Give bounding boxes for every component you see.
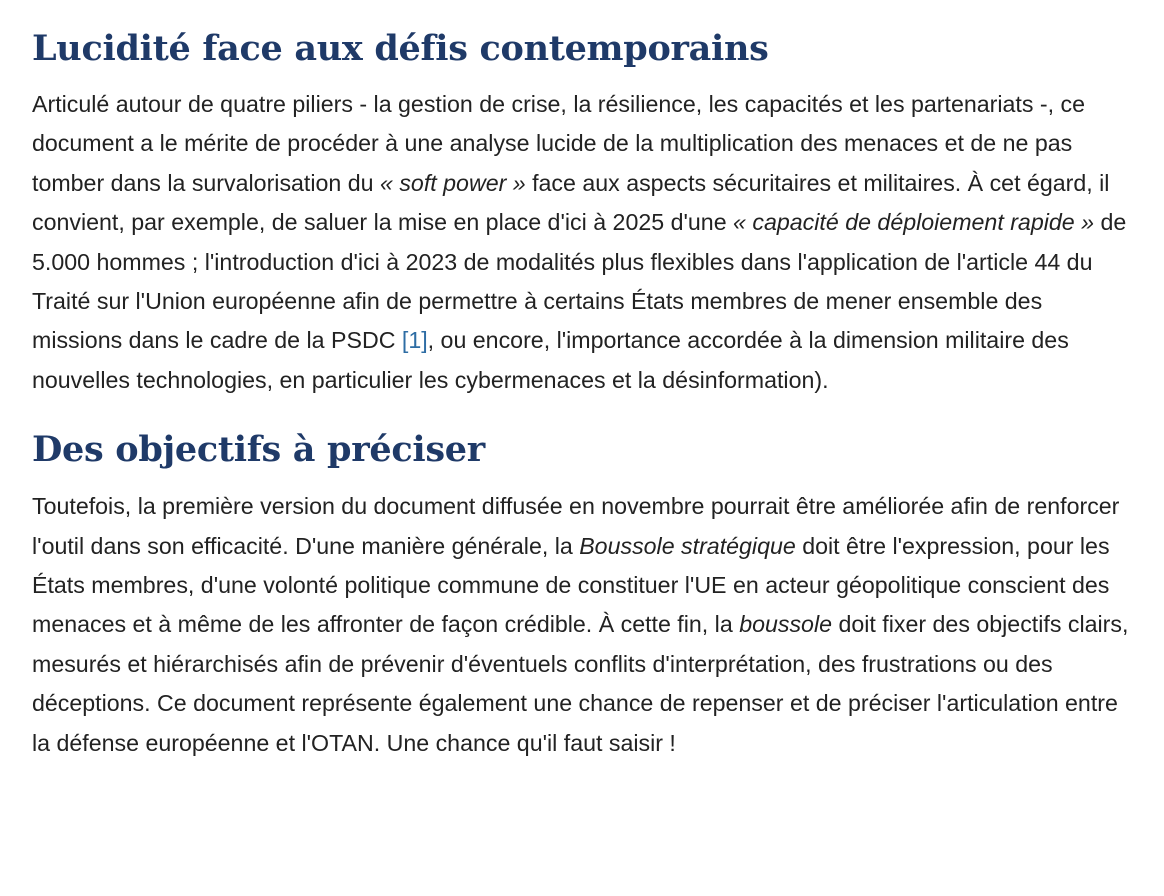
section-heading-objectifs: Des objectifs à préciser (32, 429, 485, 471)
paragraph-toutefois (32, 487, 1136, 763)
emphasis-boussole-strategique: Boussole stratégique (579, 532, 796, 559)
paragraph-piliers (32, 85, 1136, 400)
emphasis-capacite-deploiement: « capacité de déploiement rapide » (733, 209, 1094, 236)
text-run: doit fixer des objectifs clairs, mesurés et hiérarchisés afin de prévenir d'éventuels conflits d'interprétation, des frustrations ou des déceptions. Ce document représente également une chance de repenser et de préciser l'articulation entre la défense européenne et l'OTAN. Une chance qu'il faut saisir ! (32, 611, 1129, 756)
text-run: Articulé autour de quatre piliers - la gestion de crise, la résilience, les capacités et les partenariats -, ce document a le mérite de procéder à une analyse lucide de la multiplication des menaces et de ne pas tomber dans la survalorisation du (32, 91, 1085, 196)
text-run: face aux aspects sécuritaires et militaires. À cet égard, il convient, par exemple, de saluer la mise en place d'ici à 2025 d'une (32, 169, 1110, 236)
emphasis-soft-power: « soft power » (380, 169, 526, 196)
emphasis-boussole: boussole (739, 611, 833, 638)
text-run: doit être l'expression, pour les États membres, d'une volonté politique commune de constituer l'UE en acteur géopolitique conscient des menaces et à même de les affronter de façon crédible. À cette fin, la (32, 532, 1110, 638)
section-heading-lucidite: Lucidité face aux défis contemporains (32, 28, 769, 69)
text-run: Toutefois, la première version du document diffusée en novembre pourrait être améliorée afin de renforcer l'outil dans son efficacité. D'une manière générale, la (32, 493, 1120, 559)
text-run: de 5.000 hommes ; l'introduction d'ici à 2023 de modalités plus flexibles dans l'application de l'article 44 du Traité sur l'Union européenne afin de permettre à certains États membres de mener ensemble des missions dans le cadre de la PSDC (32, 209, 1127, 354)
footnote-link-1[interactable]: [1] (401, 327, 428, 354)
text-run: , ou encore, l'importance accordée à la dimension militaire des nouvelles technologies, en particulier les cybermenaces et la désinformation). (32, 327, 1069, 393)
